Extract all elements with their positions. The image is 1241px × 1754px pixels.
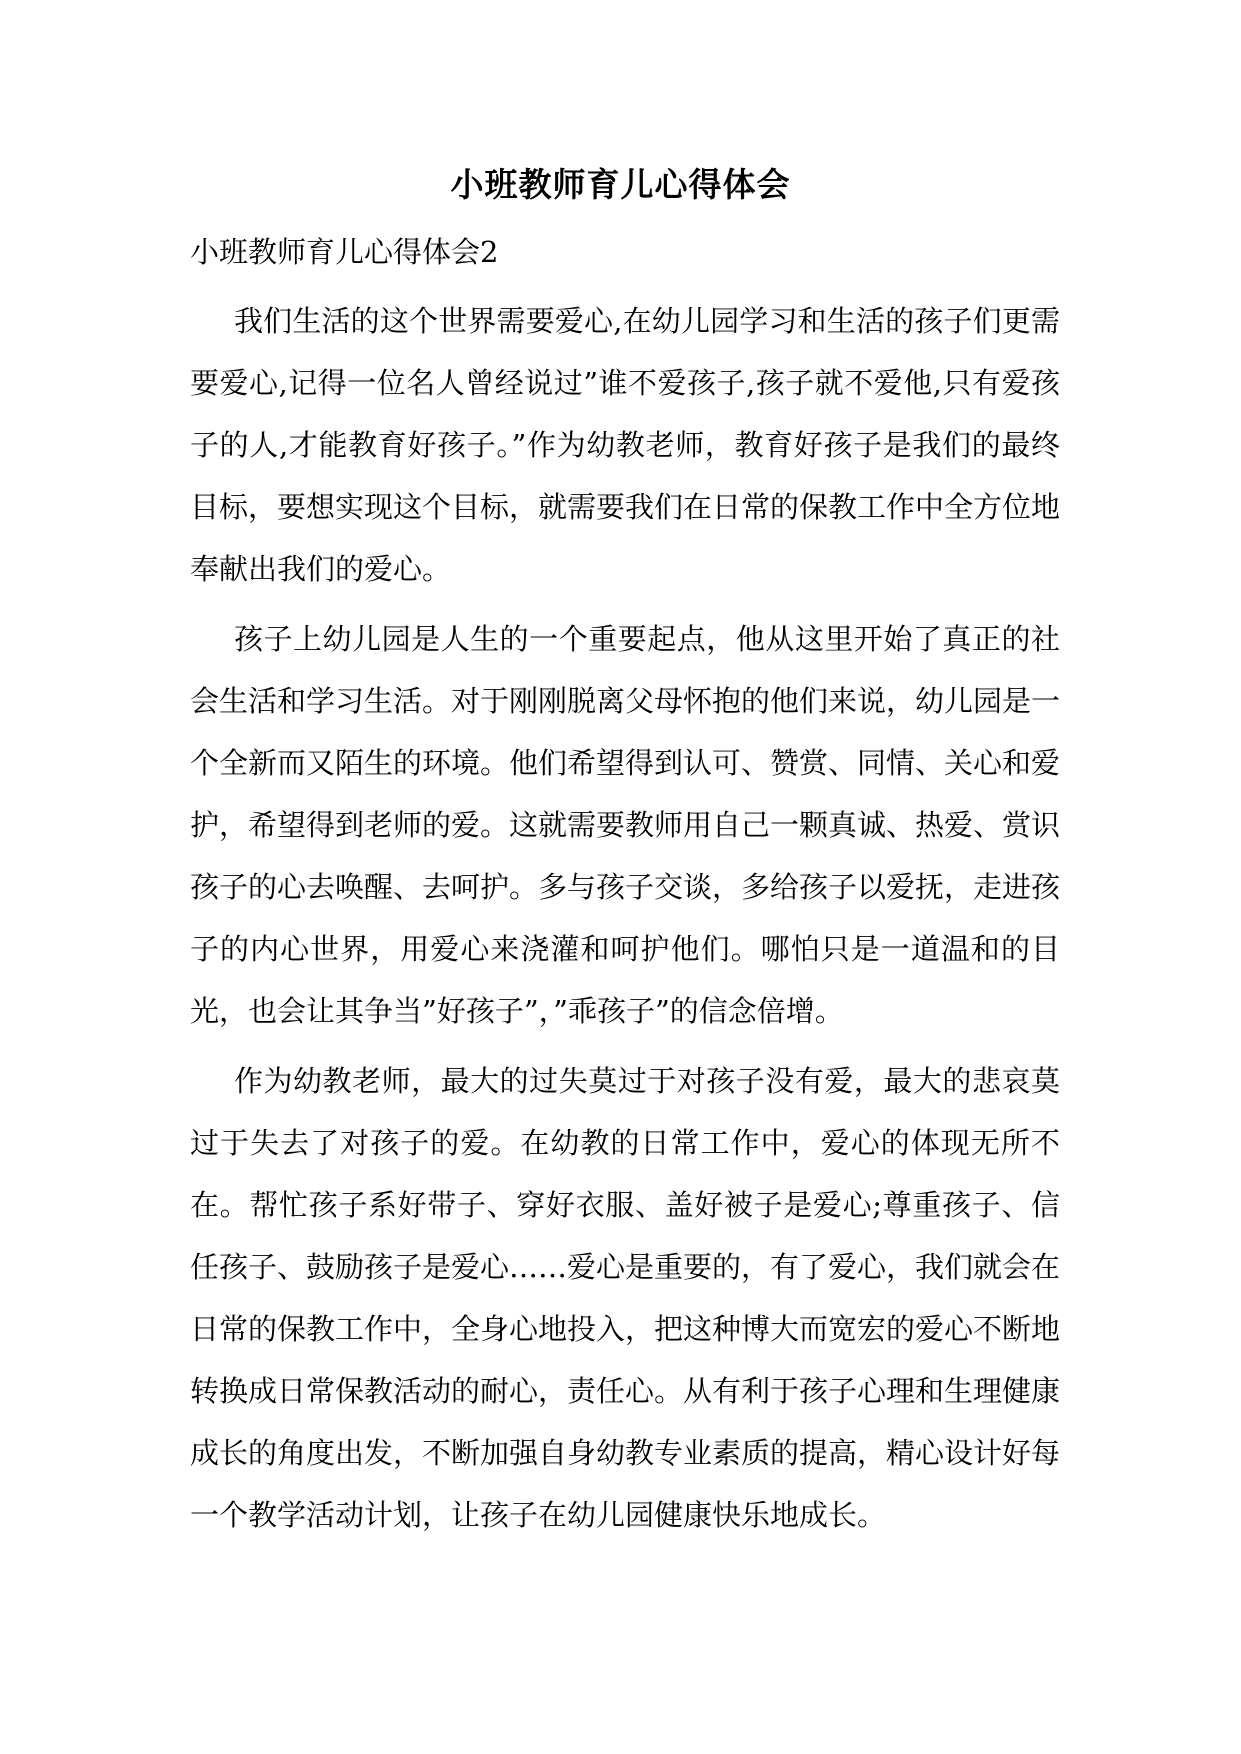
document-subtitle: 小班教师育儿心得体会2	[190, 235, 499, 269]
paragraph-3: 作为幼教老师，最大的过失莫过于对孩子没有爱，最大的悲哀莫过于失去了对孩子的爱。在幼教的日常工作中，爱心的体现无所不在。帮忙孩子系好带子、穿好衣服、盖好被子是爱心;尊重孩子、信任孩子、鼓励孩子是爱心……爱心是重要的，有了爱心，我们就会在日常的保教工作中，全身心地投入，把这种博大而宽宏的爱心不断地转换成日常保教活动的耐心，责任心。从有利于孩子心理和生理健康成长的角度出发，不断加强自身幼教专业素质的提高，精心设计好每一个教学活动计划，让孩子在幼儿园健康快乐地成长。	[190, 1064, 1061, 1532]
document-body	[190, 290, 1060, 1554]
document-title: 小班教师育儿心得体会	[450, 165, 791, 204]
paragraph-2: 孩子上幼儿园是人生的一个重要起点，他从这里开始了真正的社会生活和学习生活。对于刚刚脱离父母怀抱的他们来说，幼儿园是一个全新而又陌生的环境。他们希望得到认可、赞赏、同情、关心和爱护，希望得到老师的爱。这就需要教师用自己一颗真诚、热爱、赏识孩子的心去唤醒、去呵护。多与孩子交谈，多给孩子以爱抚，走进孩子的内心世界，用爱心来浇灌和呵护他们。哪怕只是一道温和的目光，也会让其争当”好孩子”，”乖孩子”的信念倍增。	[190, 622, 1061, 1028]
paragraph-1: 我们生活的这个世界需要爱心,在幼儿园学习和生活的孩子们更需要爱心,记得一位名人曾经说过”谁不爱孩子,孩子就不爱他,只有爱孩子的人,才能教育好孩子。”作为幼教老师，教育好孩子是我们的最终目标，要想实现这个目标，就需要我们在日常的保教工作中全方位地奉献出我们的爱心。	[190, 304, 1061, 586]
